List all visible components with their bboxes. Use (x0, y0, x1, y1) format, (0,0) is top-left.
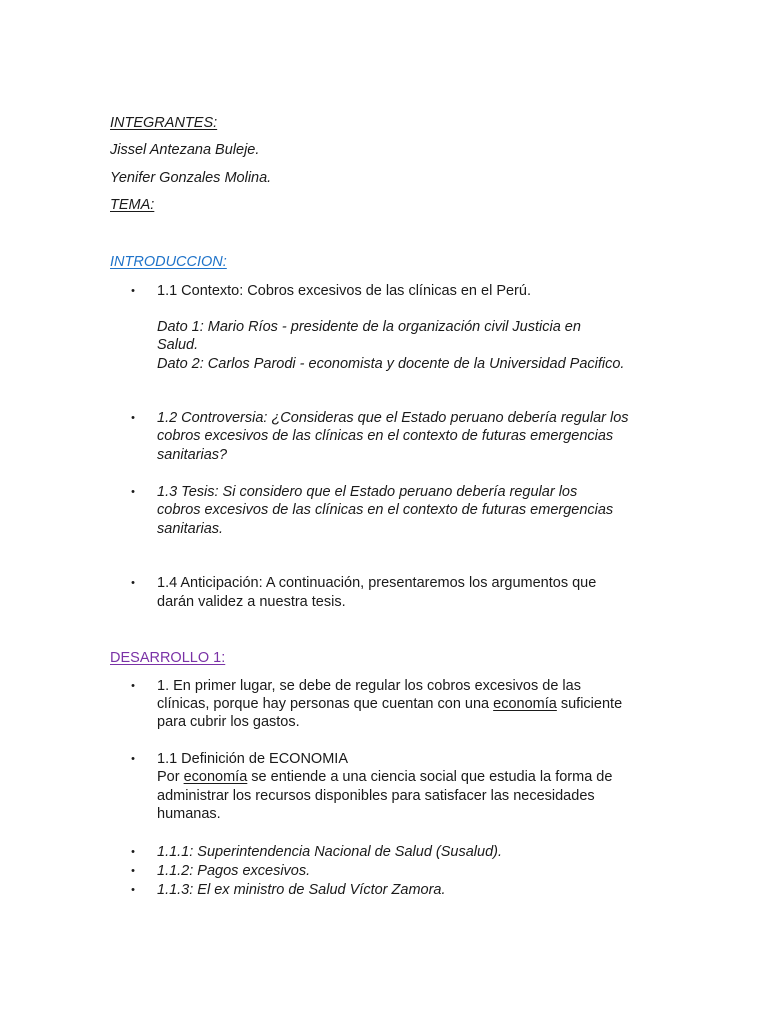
bullet-icon: • (131, 884, 135, 896)
contexto-label: 1.1 Contexto: Cobros excesivos de las clínicas en el Perú. (157, 283, 531, 299)
tema-label: TEMA: (110, 197, 155, 213)
dato-1-line: Salud. (157, 337, 199, 353)
bullet-icon: • (131, 577, 135, 589)
dato-1-line: Dato 1: Mario Ríos - presidente de la organización civil Justicia en (157, 319, 581, 335)
bullet-icon: • (131, 753, 135, 765)
anticipacion-line: darán validez a nuestra tesis. (157, 594, 346, 610)
controversia-line: 1.2 Controversia: ¿Consideras que el Estado peruano debería regular los (157, 410, 629, 426)
bullet-icon: • (131, 486, 135, 498)
sub-item: 1.1.2: Pagos excesivos. (157, 863, 311, 879)
bullet-icon: • (131, 285, 135, 297)
member-name: Jissel Antezana Buleje. (110, 142, 260, 158)
economia-link[interactable]: economía (183, 769, 248, 785)
dato-2-line: Dato 2: Carlos Parodi - economista y docente de la Universidad Pacifico. (157, 356, 625, 372)
sub-item: 1.1.3: El ex ministro de Salud Víctor Zamora. (157, 882, 446, 898)
tesis-line: 1.3 Tesis: Si considero que el Estado peruano debería regular los (157, 484, 578, 500)
argument-text: suficiente (556, 696, 623, 712)
definition-line: humanas. (157, 806, 221, 822)
bullet-icon: • (131, 865, 135, 877)
controversia-line: cobros excesivos de las clínicas en el contexto de futuras emergencias (157, 428, 614, 444)
bullet-icon: • (131, 680, 135, 692)
contexto-text (157, 282, 531, 301)
introduccion-heading: INTRODUCCION: (110, 254, 227, 270)
member-name: Yenifer Gonzales Molina. (110, 170, 272, 186)
economia-link[interactable]: economía (493, 696, 557, 712)
argument-line (157, 695, 622, 714)
argument-text: clínicas, porque hay personas que cuentan con una (157, 696, 494, 712)
definition-title: 1.1 Definición de ECONOMIA (157, 751, 348, 767)
definition-line: administrar los recursos disponibles para satisfacer las necesidades (157, 788, 595, 804)
definition-line (157, 768, 612, 787)
sub-item: 1.1.1: Superintendencia Nacional de Salud (Susalud). (157, 844, 503, 860)
argument-line: para cubrir los gastos. (157, 714, 300, 730)
bullet-icon: • (131, 846, 135, 858)
integrantes-label: INTEGRANTES: (110, 115, 218, 131)
tesis-line: sanitarias. (157, 521, 224, 537)
definition-text: se entiende a una ciencia social que estudia la forma de (247, 769, 613, 785)
argument-line: 1. En primer lugar, se debe de regular los cobros excesivos de las (157, 678, 581, 694)
bullet-icon: • (131, 412, 135, 424)
definition-text: Por (157, 769, 184, 785)
tesis-line: cobros excesivos de las clínicas en el contexto de futuras emergencias (157, 502, 614, 518)
controversia-line: sanitarias? (157, 447, 228, 463)
desarrollo-heading: DESARROLLO 1: (110, 650, 226, 666)
anticipacion-line: 1.4 Anticipación: A continuación, presentaremos los argumentos que (157, 575, 597, 591)
